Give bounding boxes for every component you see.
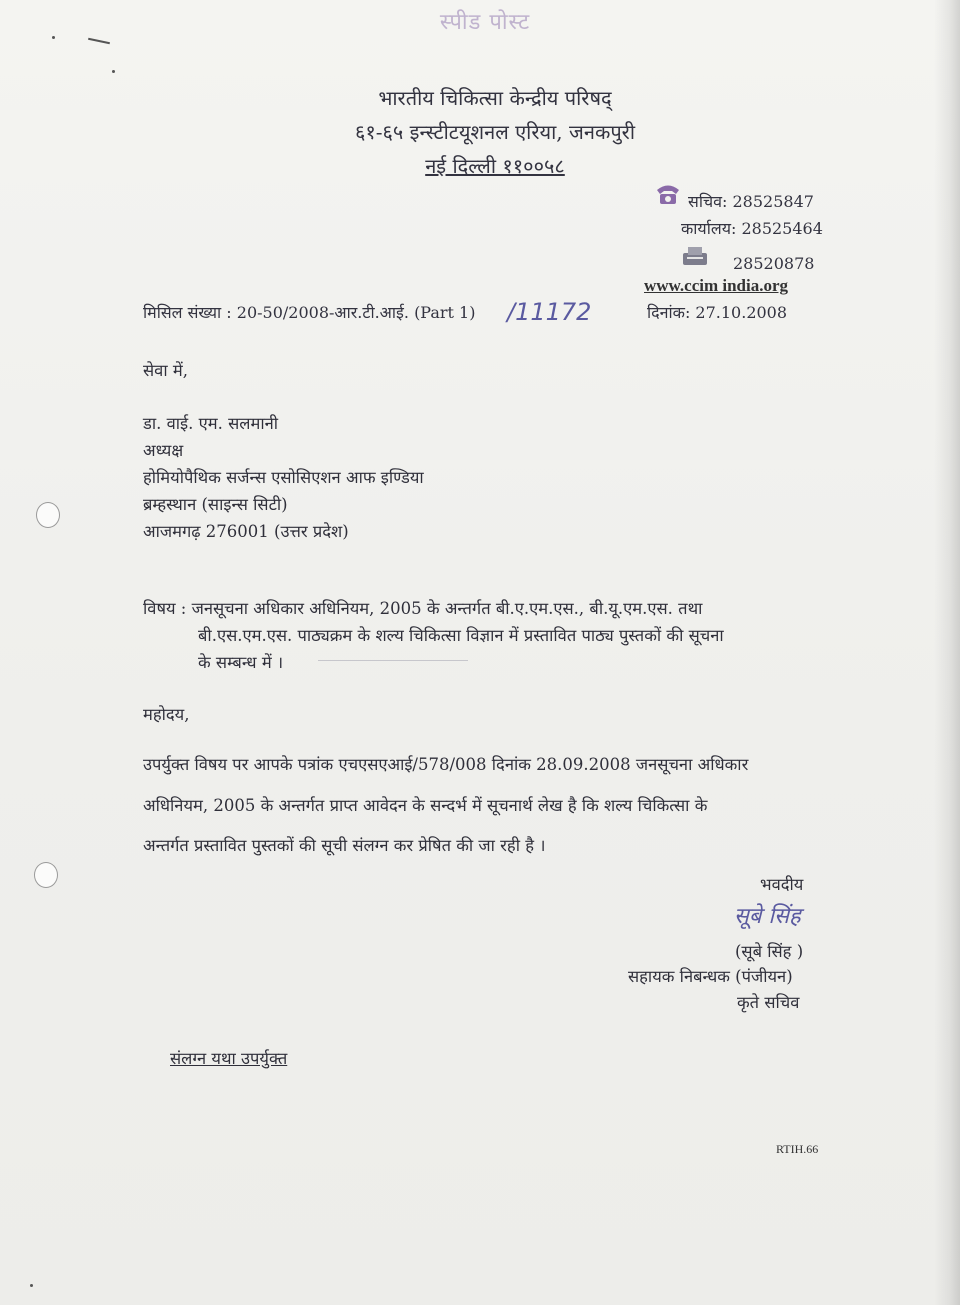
signatory-designation: सहायक निबन्धक (पंजीयन) xyxy=(628,967,793,986)
salutation-to: सेवा में, xyxy=(143,361,188,380)
addressee-line: अध्यक्ष xyxy=(143,441,184,460)
greeting: महोदय, xyxy=(143,705,190,724)
pen-mark xyxy=(112,70,115,73)
file-number: मिसिल संख्या : 20-50/2008-आर.टी.आई. (Part 1) xyxy=(143,303,476,322)
punch-hole xyxy=(34,862,58,888)
signatory-name: (सूबे सिंह ) xyxy=(735,942,804,961)
subject-line: विषय : जनसूचना अधिकार अधिनियम, 2005 के अन्तर्गत बी.ए.एम.एस., बी.यू.एम.एस. तथा xyxy=(143,599,703,618)
punch-hole xyxy=(36,502,60,528)
subject-underline xyxy=(318,660,468,661)
closing-yours: भवदीय xyxy=(760,875,804,894)
org-city-text: नई दिल्ली ११००५८ xyxy=(425,154,565,178)
pen-mark xyxy=(30,1284,33,1287)
addressee-line: डा. वाई. एम. सलमानी xyxy=(143,414,279,433)
org-address: ६१-६५ इन्स्टीटयूशनल एरिया, जनकपुरी xyxy=(354,120,636,144)
signatory-for: कृते सचिव xyxy=(737,993,800,1012)
enclosure-note xyxy=(170,1046,287,1069)
office-phone: कार्यालय: 28525464 xyxy=(681,219,823,238)
subject-line: बी.एस.एम.एस. पाठ्यक्रम के शल्य चिकित्सा विज्ञान में प्रस्तावित पाठ्य पुस्तकों की सूचना xyxy=(198,626,724,645)
letter-date: दिनांक: 27.10.2008 xyxy=(647,303,788,322)
pen-mark xyxy=(88,38,110,45)
fax-number: 28520878 xyxy=(733,254,815,273)
addressee-line: होमियोपैथिक सर्जन्स एसोसिएशन आफ इण्डिया xyxy=(143,468,424,487)
body-line: उपर्युक्त विषय पर आपके पत्रांक एचएसएआई/578/008 दिनांक 28.09.2008 जनसूचना अधिकार xyxy=(143,755,749,774)
body-line: अन्तर्गत प्रस्तावित पुस्तकों की सूची संलग्न कर प्रेषित की जा रही है । xyxy=(143,836,546,855)
addressee-line: आजमगढ़ 276001 (उत्तर प्रदेश) xyxy=(143,522,349,541)
secretary-phone: सचिव: 28525847 xyxy=(688,192,814,211)
page-edge-shadow xyxy=(934,0,960,1305)
website: www.ccim india.org xyxy=(644,276,789,295)
handwritten-number: /11172 xyxy=(507,298,592,326)
telephone-icon xyxy=(654,180,682,206)
pen-mark xyxy=(52,36,55,39)
speed-post-stamp: स्पीड पोस्ट xyxy=(439,10,531,35)
enclosure-text: संलग्न यथा उपर्युक्त xyxy=(170,1049,288,1068)
addressee-line: ब्रम्हस्थान (साइन्स सिटी) xyxy=(143,495,288,514)
footer-code: RTIH.66 xyxy=(776,1142,819,1156)
org-name: भारतीय चिकित्सा केन्द्रीय परिषद् xyxy=(378,86,612,110)
subject-line: के सम्बन्ध में । xyxy=(198,653,284,672)
body-line: अधिनियम, 2005 के अन्तर्गत प्राप्त आवेदन के सन्दर्भ में सूचनार्थ लेख है कि शल्य चिकित्सा के xyxy=(143,796,708,815)
signature: सूबे सिंह xyxy=(734,904,801,929)
fax-icon xyxy=(680,244,710,268)
org-city xyxy=(300,152,690,179)
